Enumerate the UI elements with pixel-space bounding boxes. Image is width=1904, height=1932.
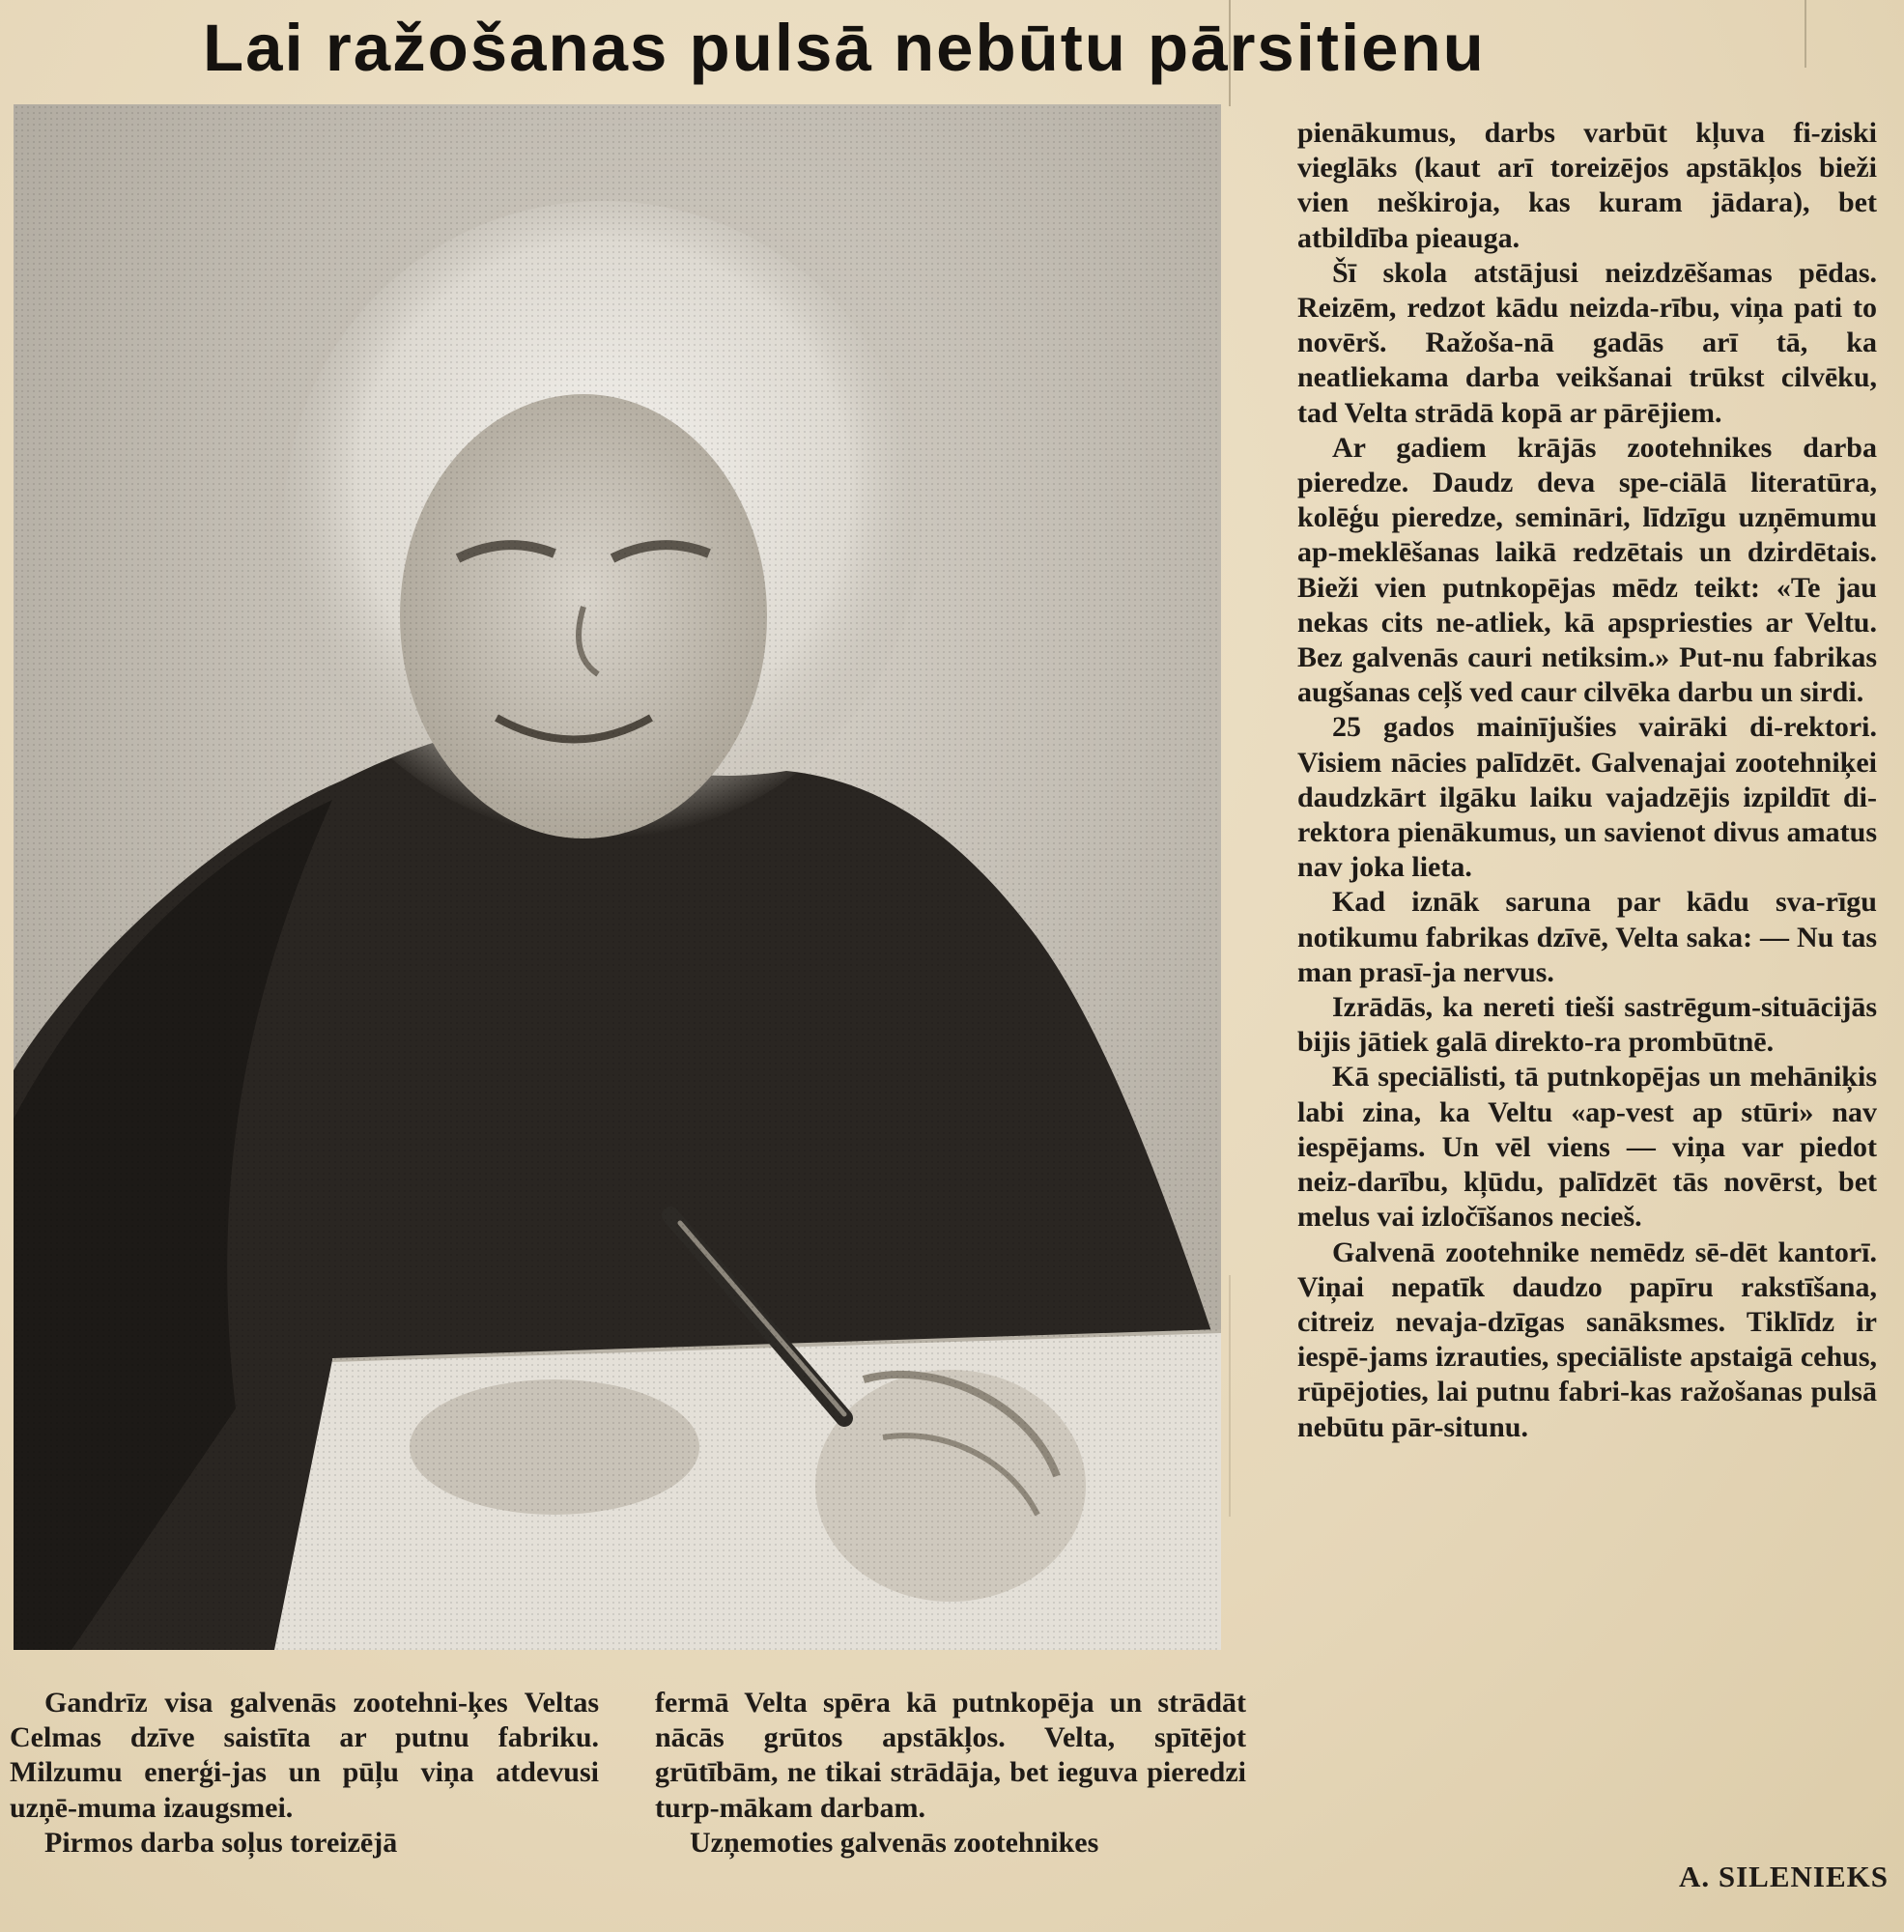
caption-column-1	[10, 1686, 599, 1861]
paragraph: 25 gados mainījušies vairāki di-rektori. Visiem nācies palīdzēt. Galvenajai zootehniķei daudzkārt ilgāku laiku vajadzējis izpildīt di-rektora pienākumus, un savienot divus amatus nav joka lieta.	[1297, 711, 1877, 884]
paragraph: pienākumus, darbs varbūt kļuva fi-ziski vieglāks (kaut arī toreizējos apstākļos bieži vien neškiroja, kas kuram jādara), bet atbildība pieauga.	[1297, 117, 1877, 254]
caption-column-2	[655, 1686, 1246, 1861]
column-rule	[1229, 1275, 1231, 1517]
article-headline: Lai ražošanas pulsā nebūtu pārsitienu	[203, 11, 1486, 85]
paragraph: Kad iznāk saruna par kādu sva-rīgu notikumu fabrikas dzīvē, Velta saka: — Nu tas man prasī-ja nervus.	[1297, 886, 1877, 988]
paragraph: Gandrīz visa galvenās zootehni-ķes Veltas Celmas dzīve saistīta ar putnu fabriku. Milzumu enerģi-jas un pūļu viņa atdevusi uzņē-muma izaugsmei.	[10, 1687, 599, 1824]
paragraph: Galvenā zootehnike nemēdz sē-dēt kantorī. Viņai nepatīk daudzo papīru rakstīšana, citreiz nevaja-dzīgas sanāksmes. Tiklīdz ir iespē-jams izrauties, speciāliste apstaigā cehus, rūpējoties, lai putnu fabri-kas ražošanas pulsā nebūtu pār-situnu.	[1297, 1236, 1877, 1443]
author-signature: A. SILENIEKS	[1678, 1860, 1889, 1893]
paragraph: Uzņemoties galvenās zootehnikes	[690, 1826, 1099, 1859]
paragraph: Pirmos darba soļus toreizējā	[44, 1826, 398, 1859]
paragraph: Šī skola atstājusi neizdzēšamas pēdas. Reizēm, redzot kādu neizda-rību, viņa pati to novērš. Ražoša-nā gadās arī tā, ka neatliekama darba veikšanai trūkst cilvēku, tad Velta strādā kopā ar pārējiem.	[1297, 256, 1877, 429]
article-body-right-column	[1297, 116, 1877, 1445]
paragraph: fermā Velta spēra kā putnkopēja un strādāt nācās grūtos apstākļos. Velta, spītējot grūtībām, ne tikai strādāja, bet ieguva pieredzi turp-mākam darbam.	[655, 1687, 1246, 1824]
portrait-photo	[14, 104, 1221, 1650]
column-rule	[1805, 0, 1806, 68]
paragraph: Kā speciālisti, tā putnkopējas un mehāniķis labi zina, ka Veltu «ap-vest ap stūri» nav iespējams. Un vēl viens — viņa var piedot neiz-darību, kļūdu, palīdzēt tās novērst, bet melus vai izločīšanos necieš.	[1297, 1061, 1877, 1234]
paragraph: Ar gadiem krājās zootehnikes darba pieredze. Daudz deva spe-ciālā literatūra, kolēģu pieredze, semināri, līdzīgu uzņēmumu ap-meklēšanas laikā redzētais un dzirdētais. Bieži vien putnkopējas mēdz teikt: «Te jau nekas cits ne-atliek, kā apspriesties ar Veltu. Bez galvenās cauri netiksim.» Put-nu fabrikas augšanas ceļš ved caur cilvēka darbu un sirdi.	[1297, 431, 1877, 709]
paragraph: Izrādās, ka nereti tieši sastrēgum-situācijās bijis jātiek galā direkto-ra prombūtnē.	[1297, 991, 1877, 1059]
